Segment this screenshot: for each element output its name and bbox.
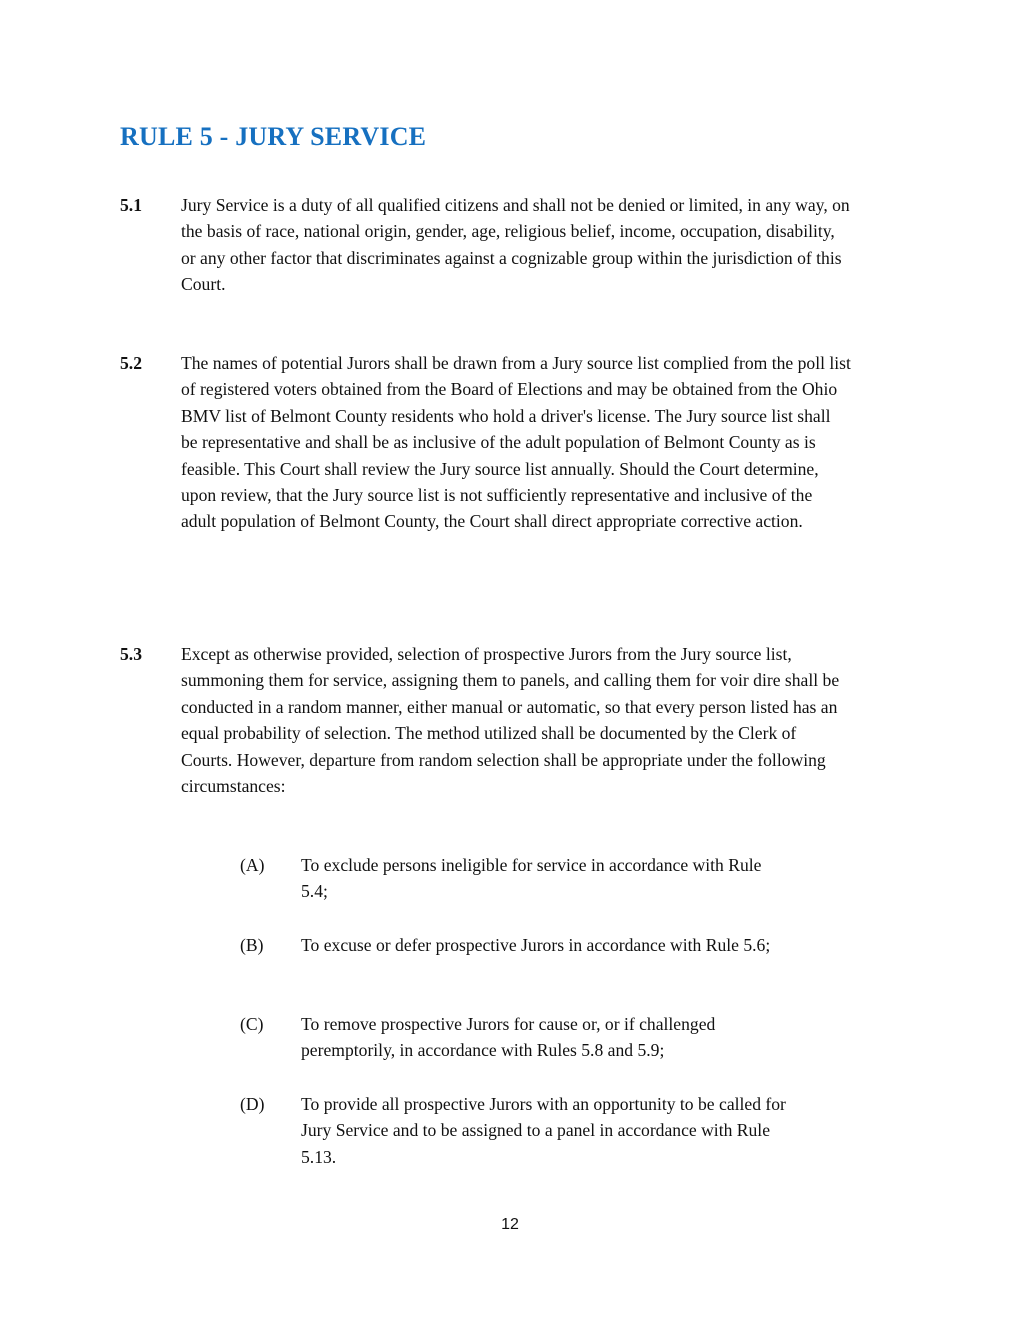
sub-item-b — [240, 932, 800, 958]
sub-item-text: To remove prospective Jurors for cause or, or if challenged peremptorily, in accordance with Rules 5.8 and 5.9; — [301, 1014, 716, 1061]
section-number: 5.2 — [120, 353, 142, 373]
sub-item-text: To provide all prospective Jurors with an opportunity to be called for Jury Service and to be assigned to a panel in accordance with Rule 5.13. — [301, 1094, 786, 1167]
section-text: The names of potential Jurors shall be drawn from a Jury source list complied from the poll list of registered voters obtained from the Board of Elections and may be obtained from the Ohio BMV list of Belmont County residents who hold a driver's license. The Jury source list shall be representative and shall be as inclusive of the adult population of Belmont County as is feasible. This Court shall review the Jury source list annually. Should the Court determine, upon review, that the Jury source list is not sufficiently representative and inclusive of the adult population of Belmont County, the Court shall direct appropriate corrective action. — [181, 353, 851, 532]
sub-item-c — [240, 1011, 800, 1064]
sub-item-label: (C) — [240, 1014, 264, 1034]
section-number: 5.1 — [120, 195, 142, 215]
section-number: 5.3 — [120, 644, 142, 664]
page-number: 12 — [501, 1216, 519, 1233]
section-5-1 — [120, 192, 850, 298]
section-text: Jury Service is a duty of all qualified citizens and shall not be denied or limited, in any way, on the basis of race, national origin, gender, age, religious belief, income, occupation, disability, or any other factor that discriminates against a cognizable group within the jurisdiction of this Court. — [181, 195, 850, 295]
section-5-3 — [120, 641, 850, 799]
sub-item-label: (B) — [240, 935, 264, 955]
sub-item-text: To exclude persons ineligible for service in accordance with Rule 5.4; — [301, 855, 762, 902]
sub-item-label: (A) — [240, 855, 265, 875]
sub-item-d — [240, 1091, 800, 1170]
sub-item-label: (D) — [240, 1094, 265, 1114]
page-title: RULE 5 - JURY SERVICE — [120, 122, 427, 151]
section-text: Except as otherwise provided, selection of prospective Jurors from the Jury source list, summoning them for service, assigning them to panels, and calling them for voir dire shall be conducted in a random manner, either manual or automatic, so that every person listed has an equal probability of selection. The method utilized shall be documented by the Clerk of Courts. However, departure from random selection shall be appropriate under the following circumstances: — [181, 644, 840, 797]
sub-item-a — [240, 852, 800, 905]
section-5-2 — [120, 350, 850, 535]
sub-item-text: To excuse or defer prospective Jurors in accordance with Rule 5.6; — [301, 935, 771, 955]
